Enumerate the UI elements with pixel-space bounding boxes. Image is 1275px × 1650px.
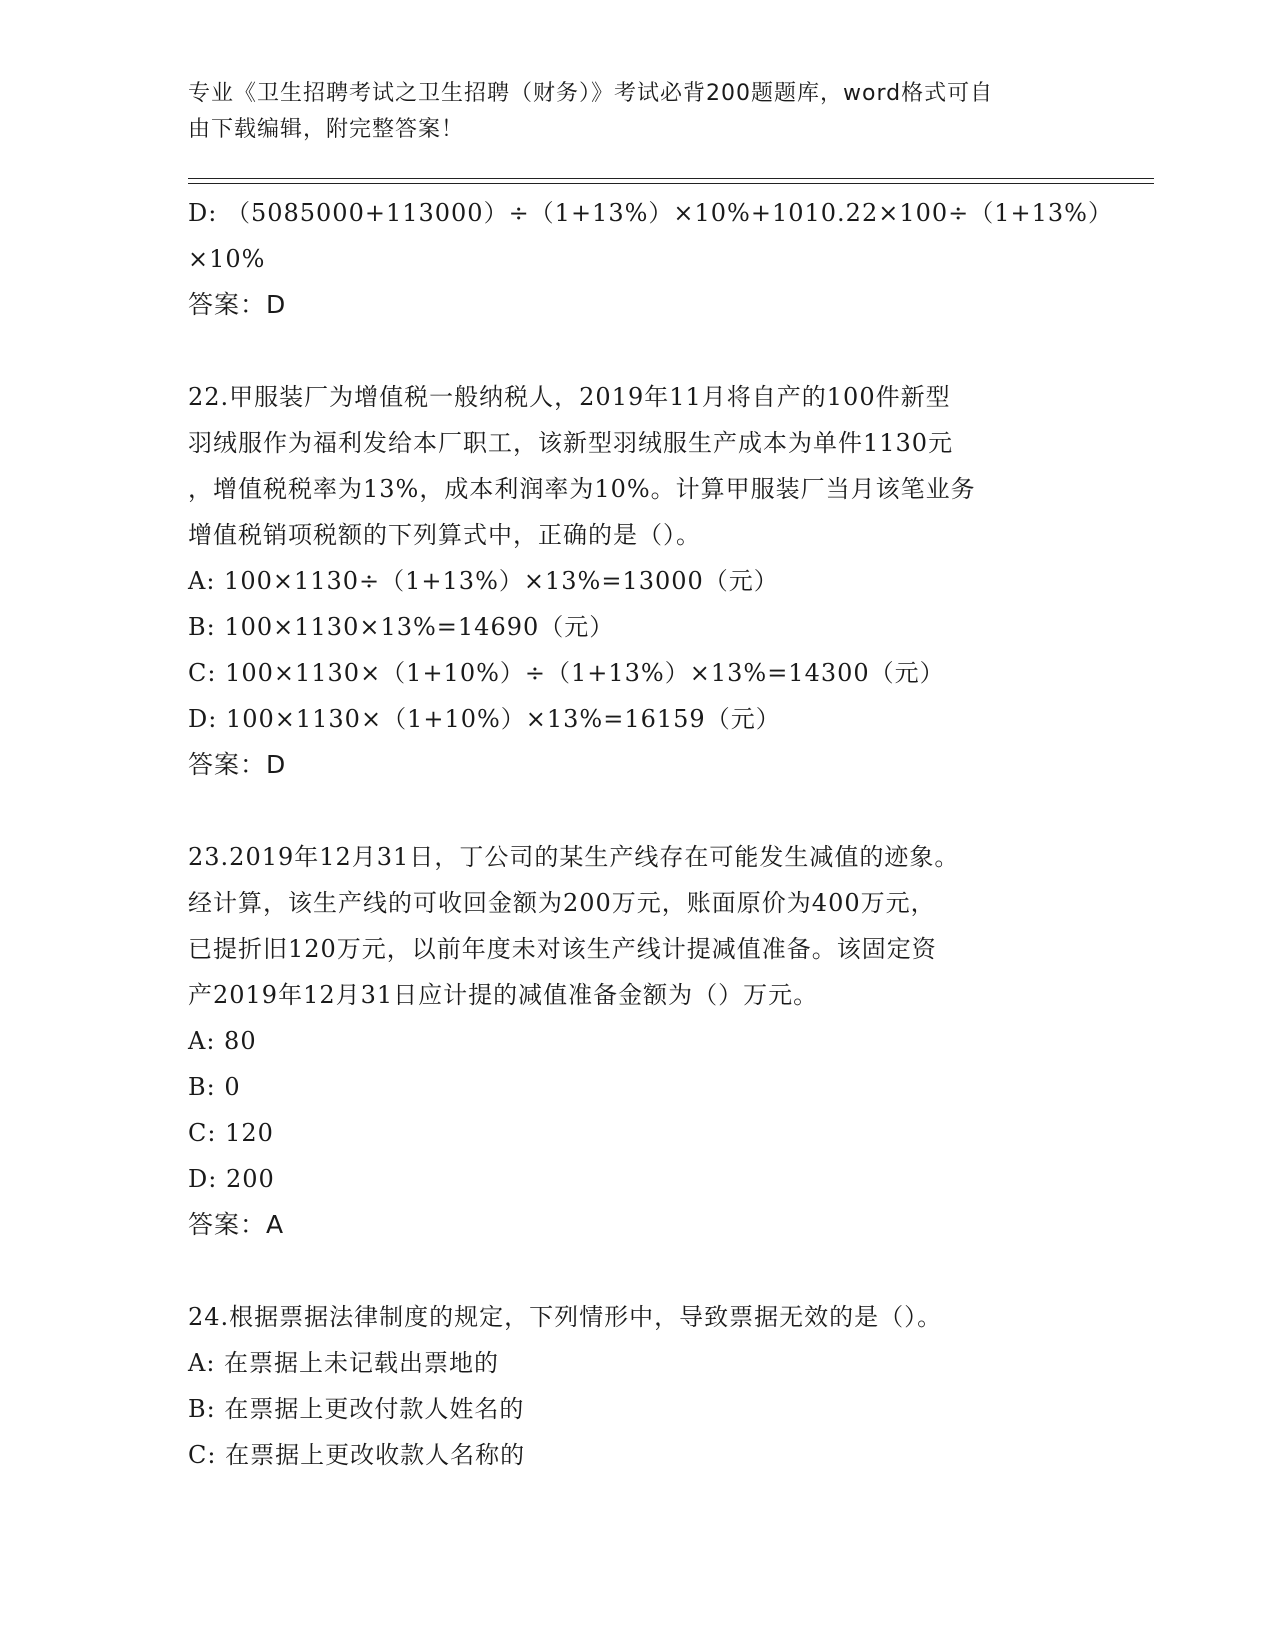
- header-divider-top: [188, 178, 1154, 179]
- document-body: [188, 190, 1113, 1478]
- answer-label: 答案：D: [188, 290, 287, 319]
- option-d: D: 200: [188, 1165, 275, 1193]
- question-22: [188, 374, 1088, 788]
- option-c: C: 100×1130×（1+10%）÷（1+13%）×13%=14300（元）: [188, 659, 945, 687]
- question-text-line: ，增值税税率为13%，成本利润率为10%。计算甲服装厂当月该笔业务: [188, 475, 976, 503]
- header-divider-bottom: [188, 183, 1154, 184]
- question-23: [188, 834, 1088, 1248]
- question-text-line: 已提折旧120万元，以前年度未对该生产线计提减值准备。该固定资: [188, 935, 937, 963]
- header-title-line-2: 由下载编辑，附完整答案！: [188, 117, 465, 142]
- option-d: D: （5085000+113000）÷（1+13%）×10%+1010.22×100÷（1+13%）: [188, 199, 1113, 227]
- option-b: B: 在票据上更改付款人姓名的: [188, 1395, 525, 1423]
- document-header: [188, 76, 1068, 148]
- header-title-line-1: 专业《卫生招聘考试之卫生招聘（财务）》考试必背200题题库，word格式可自: [188, 81, 994, 106]
- option-d: D: 100×1130×（1+10%）×13%=16159（元）: [188, 705, 781, 733]
- question-text-line: 23.2019年12月31日，丁公司的某生产线存在可能发生减值的迹象。: [188, 843, 960, 871]
- question-24: [188, 1294, 1088, 1478]
- question-text-line: 羽绒服作为福利发给本厂职工，该新型羽绒服生产成本为单件1130元: [188, 429, 954, 457]
- spacer: [188, 788, 1088, 834]
- option-b: B: 100×1130×13%=14690（元）: [188, 613, 615, 641]
- option-a: A: 100×1130÷（1+13%）×13%=13000（元）: [188, 567, 779, 595]
- question-text-line: 产2019年12月31日应计提的减值准备金额为（）万元。: [188, 981, 819, 1009]
- question-21-tail: [188, 190, 1113, 328]
- question-text-line: 24.根据票据法律制度的规定，下列情形中，导致票据无效的是（）。: [188, 1303, 943, 1331]
- option-c: C: 120: [188, 1119, 274, 1147]
- question-text-line: 增值税销项税额的下列算式中，正确的是（）。: [188, 521, 701, 549]
- question-text-line: 22.甲服装厂为增值税一般纳税人，2019年11月将自产的100件新型: [188, 383, 951, 411]
- answer-label: 答案：D: [188, 750, 287, 779]
- question-text-line: 经计算，该生产线的可收回金额为200万元，账面原价为400万元，: [188, 889, 936, 917]
- option-d-continuation: ×10%: [188, 245, 266, 273]
- spacer: [188, 1248, 1088, 1294]
- option-c: C: 在票据上更改收款人名称的: [188, 1441, 526, 1469]
- option-b: B: 0: [188, 1073, 241, 1101]
- answer-label: 答案：A: [188, 1210, 285, 1239]
- option-a: A: 在票据上未记载出票地的: [188, 1349, 500, 1377]
- spacer: [188, 328, 1088, 374]
- option-a: A: 80: [188, 1027, 257, 1055]
